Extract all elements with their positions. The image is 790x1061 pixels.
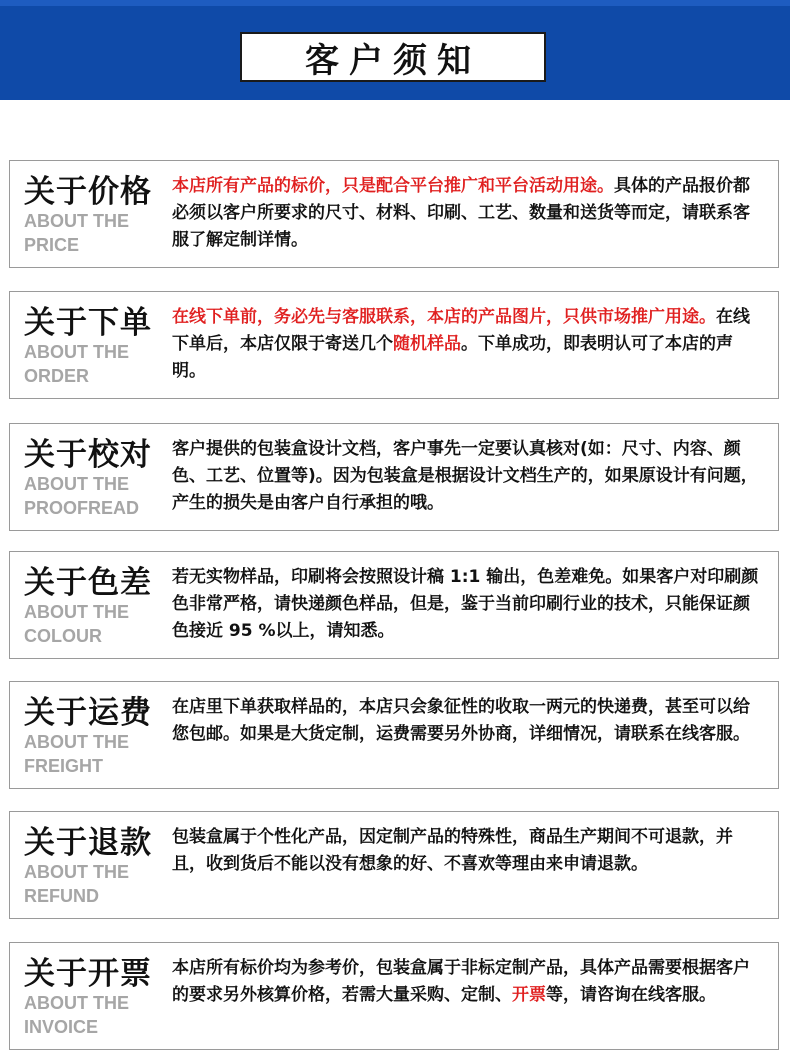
card-heading — [24, 957, 164, 1039]
card-heading — [24, 175, 164, 257]
card-subtitle-line2: INVOICE — [24, 1017, 99, 1037]
page-title: 客户须知 — [305, 40, 481, 81]
body-text: 具体的产品报价都必须以客户所要求的尺寸、材料、印刷、工艺、数量和送货等而定，请联系客服了解定制详情。 — [172, 176, 750, 250]
card-subtitle-line1: ABOUT THE — [24, 993, 129, 1013]
card-subtitle-line1: ABOUT THE — [24, 732, 129, 752]
body-text: 。下单成功，即表明认可了本店的声明。 — [172, 334, 733, 381]
card-heading — [24, 566, 164, 648]
card-title: 关于下单 — [24, 305, 152, 341]
notice-card — [9, 423, 779, 531]
card-subtitle-line1: ABOUT THE — [24, 474, 129, 494]
banner-top-strip — [0, 0, 790, 6]
card-title: 关于校对 — [24, 437, 152, 473]
highlight-text: 随机样品 — [393, 334, 461, 354]
notice-card — [9, 291, 779, 399]
card-title: 关于价格 — [24, 174, 152, 210]
highlight-text: 在线下单前，务必先与客服联系，本店的产品图片，只供市场推广用途。 — [172, 307, 716, 327]
body-text: 客户提供的包装盒设计文档，客户事先一定要认真核对(如：尺寸、内容、颜色、工艺、位置等)。因为包装盒是根据设计文档生产的，如果原设计有问题，产生的损失是由客户自行承担的哦。 — [172, 439, 758, 513]
card-subtitle-line2: ORDER — [24, 366, 90, 386]
card-title: 关于色差 — [24, 565, 152, 601]
card-heading — [24, 826, 164, 908]
highlight-text: 本店所有产品的标价，只是配合平台推广和平台活动用途。 — [172, 176, 614, 196]
card-body-text — [172, 173, 766, 254]
card-body-text — [172, 564, 766, 645]
notice-card — [9, 811, 779, 919]
card-heading — [24, 696, 164, 778]
card-body-text — [172, 955, 766, 1009]
body-text: 在线下单后，本店仅限于寄送几个 — [172, 307, 750, 354]
card-heading — [24, 438, 164, 520]
body-text: 在店里下单获取样品的，本店只会象征性的收取一两元的快递费，甚至可以给您包邮。如果是大货定制，运费需要另外协商，详细情况，请联系在线客服。 — [172, 697, 750, 744]
card-body-text — [172, 436, 766, 517]
body-text: 本店所有标价均为参考价，包装盒属于非标定制产品，具体产品需要根据客户的要求另外核算价格，若需大量采购、定制、 — [172, 958, 750, 1005]
header-banner — [0, 0, 790, 100]
title-box — [240, 32, 546, 82]
body-text: 包装盒属于个性化产品，因定制产品的特殊性，商品生产期间不可退款，并且，收到货后不能以没有想象的好、不喜欢等理由来申请退款。 — [172, 827, 733, 874]
card-subtitle-line1: ABOUT THE — [24, 602, 129, 622]
notice-card — [9, 160, 779, 268]
card-subtitle-line2: FREIGHT — [24, 756, 103, 776]
card-subtitle-line1: ABOUT THE — [24, 862, 129, 882]
card-subtitle-line2: PRICE — [24, 235, 80, 255]
card-subtitle-line2: PROOFREAD — [24, 498, 140, 518]
body-text: 等，请咨询在线客服。 — [546, 985, 716, 1005]
notice-card — [9, 551, 779, 659]
card-title: 关于开票 — [24, 956, 152, 992]
card-heading — [24, 306, 164, 388]
highlight-text: 开票 — [512, 985, 546, 1005]
card-body-text — [172, 824, 766, 878]
card-title: 关于运费 — [24, 695, 152, 731]
card-title: 关于退款 — [24, 825, 152, 861]
card-subtitle-line1: ABOUT THE — [24, 211, 129, 231]
card-subtitle-line1: ABOUT THE — [24, 342, 129, 362]
card-subtitle-line2: REFUND — [24, 886, 99, 906]
card-subtitle-line2: COLOUR — [24, 626, 102, 646]
notice-card — [9, 681, 779, 789]
card-body-text — [172, 694, 766, 748]
body-text: 若无实物样品，印刷将会按照设计稿 1:1 输出，色差难免。如果客户对印刷颜色非常严格，请快递颜色样品，但是，鉴于当前印刷行业的技术，只能保证颜色接近 95 %以上，请知悉。 — [172, 567, 759, 641]
notice-card — [9, 942, 779, 1050]
card-body-text — [172, 304, 766, 385]
